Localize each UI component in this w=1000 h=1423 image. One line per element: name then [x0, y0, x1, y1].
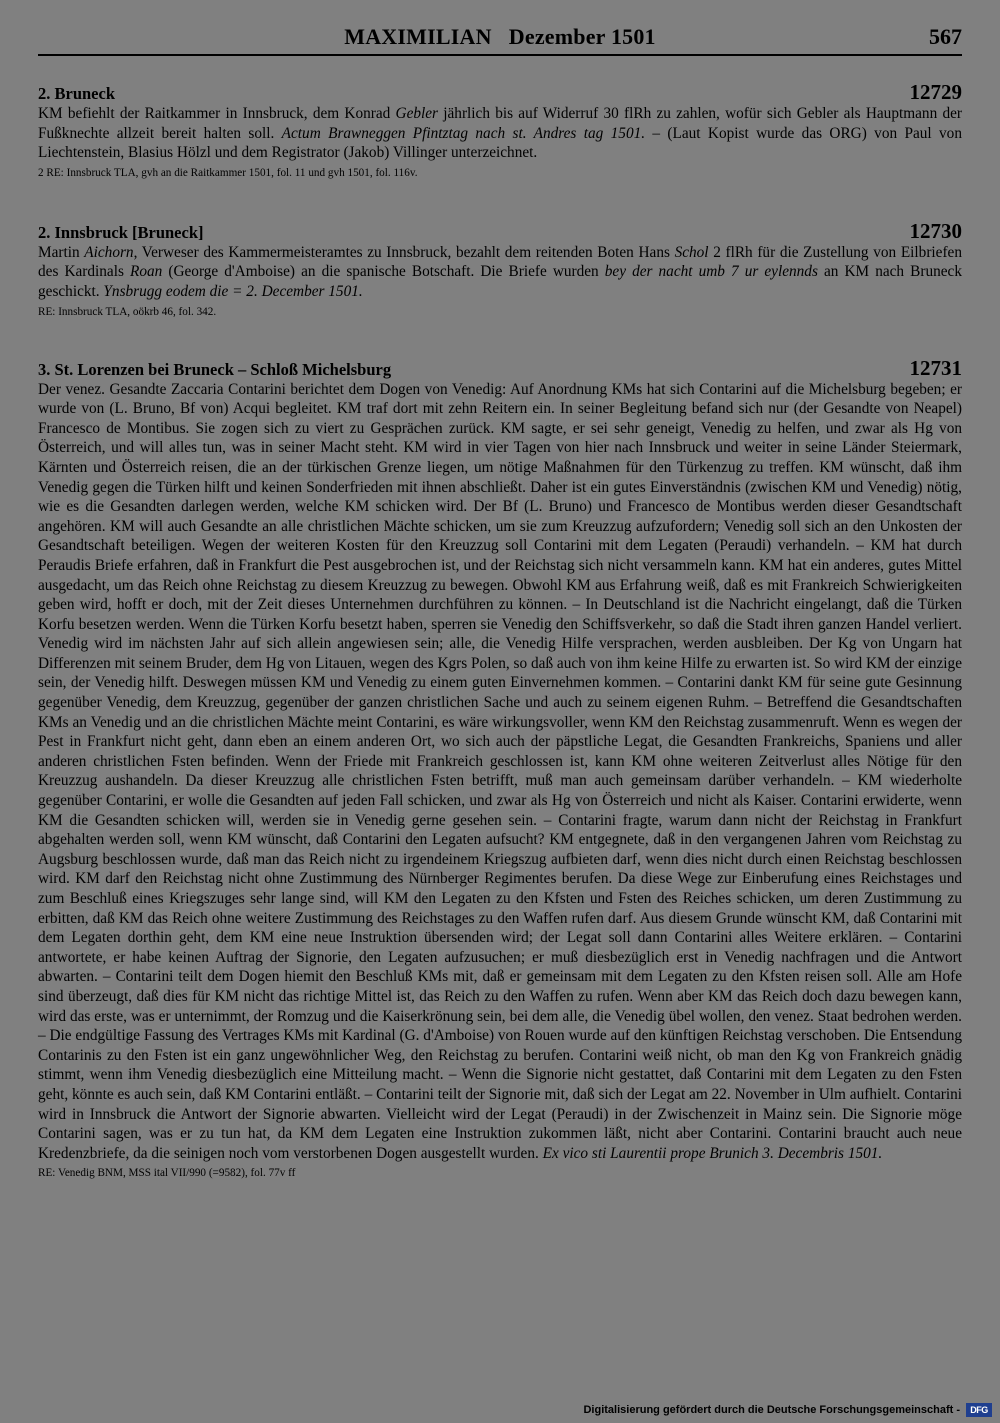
- running-head-title: MAXIMILIAN Dezember 1501: [344, 24, 656, 49]
- entry-text: Der venez. Gesandte Zaccaria Contarini berichtet dem Dogen von Venedig: Auf Anordnung KMs hat sich Contarini auf die Michelsburg begeben; er wurde von (L. Bruno, Bf von) Acqui begleitet. KM traf dort mit zehn Reitern ein. In seiner Begleitung befand sich nur (der Gesandte von Neapel) Francesco de Montibus. Sie zogen sich zu viert zu Gesprächen zurück. KM sagte, er sei sehr geneigt, Venedig zu helfen, und zwar als Hg von Österreich, und will alles tun, was in seiner Macht steht. KM wird in vier Tagen von hier nach Innsbruck und weiter in seine Länder Steiermark, Kärnten und Österreich reisen, die an der türkischen Grenze liegen, um nötige Maßnahmen für den Türkenzug zu treffen. KM wünscht, daß ihm Venedig gegen die Türken hilft und keinen Sonderfrieden mit ihnen abschließt. Daher ist ein gutes Einverständnis (zwischen KM und Venedig) nötig, wie es die Gesandten darlegen werden, welche KM schicken wird. Der Bf (L. Bruno) und Francesco de Montibus werden dieser Gesandtschaft angehören. KM will auch Gesandte an alle christlichen Mächte schicken, um sie zum Kreuzzug aufzufordern; Venedig soll sich an den Unkosten der Gesandtschaft beteiligen. Wegen der weiteren Kosten für den Kreuzzug soll Contarini mit dem Legaten (Peraudi) verhandeln. – KM hat durch Peraudis Briefe erfahren, daß in Frankfurt die Pest ausgebrochen ist, und der Reichstag sich nicht versammeln kann. KM hat ein anderes, gutes Mittel ausgedacht, um das Reich ohne Reichstag zu diesem Kreuzzug zu bewegen. Obwohl KM aus Erfahrung weiß, daß es mit Frankreich Schwierigkeiten geben wird, hofft er doch, mit der Zeit dieses Unternehmen durchführen zu können. – In Deutschland ist die Nachricht eingelangt, daß die Türken Korfu besetzen werden. Wenn die Türken Korfu besetzt haben, sperren sie Venedig den Schiffsverkehr, so daß die Stadt ihren ganzen Handel verliert. Venedig wird im nächsten Jahr auf sich allein angewiesen sein; alle, die Venedig Hilfe versprachen, werden ausbleiben. Der Kg von Ungarn hat Differenzen mit seinem Bruder, dem Hg von Litauen, wegen des Kgrs Polen, so daß auch von ihm keine Hilfe zu erwarten ist. So wird KM der einzige sein, der Venedig hilft. Deswegen müssen KM und Venedig zu einem guten Einvernehmen kommen. – Contarini dankt KM für seine gute Gesinnung gegenüber Venedig, dem Kreuzzug, gegenüber der ganzen christlichen Sache und auch zu seinem eigenen Ruhm. – Betreffend die Gesandtschaften KMs an Venedig und an die christlichen Mächte meint Contarini, es wäre wirkungsvoller, wenn KM den Reichstag zusammenruft. Wenn es wegen der Pest in Frankfurt nicht geht, dann eben an einem anderen Ort, wo sich auch der päpstliche Legat, die Gesandten Frankreichs, Spaniens und aller anderen christlichen Fsten befinden. Wenn der Friede mit Frankreich geschlossen ist, kann KM ohne weiteren Zeitverlust alles Nötige für den Kreuzzug aushandeln. Da dieser Kreuzzug alle christlichen Fsten betrifft, muß man auch gemeinsam darüber verhandeln. – KM wiederholte gegenüber Contarini, er wolle die Gesandten auf jeden Fall schicken, und zwar als Hg von Österreich und nicht als Kaiser. Contarini erwiderte, wenn KM die Gesandten schicken will, werden sie in Venedig gerne gesehen sein. – Contarini fragte, warum dann nicht der Reichstag in Frankfurt abgehalten werden soll, wenn KM wünscht, daß Contarini den Legaten aufsucht? KM entgegnete, daß in den vergangenen Jahren vom Reichstag zu Augsburg beschlossen wurde, daß man das Reich nicht zu irgendeinem Kriegszug aufbieten darf, wenn dies nicht durch einen Reichstag beschlossen wird. KM darf den Reichstag nicht ohne Zustimmung des Nürnberger Regimentes berufen. Da diese Wege zur Einberufung eines Reichstages und zum Beschluß eines Kriegszuges sehr lange sind, will KM den Legaten zu den Kfsten und Fsten des Reiches schicken, um deren Zustimmung zu erbitten, daß KM das Reich ohne weitere Zustimmung des Reichstages zu den Waffen rufen darf. Aus diesem Grunde wünscht KM, daß Contarini mit dem Legaten dorthin geht, dem KM eine neue Instruktion übersenden wird; der Legat soll dann Contarini alles Weitere erklären. – Contarini antwortete, er habe keinen Auftrag der Signorie, den Legaten aufzusuchen; er muß diesbezüglich erst in Venedig nachfragen und die Antwort abwarten. – Contarini teilt dem Dogen hiemit den Beschluß KMs mit, daß er gemeinsam mit dem Legaten zu den Kfsten reisen soll. Alle am Hofe sind überzeugt, daß dies für KM nicht das richtige Mittel ist, das Reich zu den Waffen zu rufen. Wenn aber KM das Reich doch dazu bewegen kann, wird das erste, was er unternimmt, der Romzug und die Kaiserkrönung sein, bei dem alle, die Venedig übel wollen, den venez. Staat bedrohen werden. – Die endgültige Fassung des Vertrages KMs mit Kardinal (G. d'Amboise) von Rouen wurde auf den künftigen Reichstag verschoben. Die Entsendung Contarinis zu den Fsten ist ein ganz ungewöhnlicher Weg, den Reichstag zu berufen. Contarini weiß nicht, ob man den Kg von Frankreich gnädig stimmt, wenn ihm Venedig diesbezüglich eine Mitteilung macht. – Wenn die Signorie nicht gestattet, daß Contarini mit dem Legaten zu den Fsten geht, könnte es auch sein, daß KM Contarini entläßt. – Contarini teilt der Signorie mit, daß sich der Legat am 22. November in Ulm aufhielt. Contarini wird in Innsbruck die Antwort der Signorie abwarten. Vielleicht wird der Legat (Peraudi) in der Zwischenzeit in Mainz sein. Die Signorie möge Contarini sagen, was er zu tun hat, da KM dem Legaten eine Instruktion zukommen läßt, nicht aber Contarini. Contarini braucht auch neue Kredenzbriefe, da die seinigen noch vom verstorbenen Dogen ausgestellt wurden. Ex vico sti Laurentii prope Brunich 3. Decembris 1501.: [38, 380, 962, 1162]
- digitization-credit: [583, 1403, 992, 1417]
- entry-text: KM befiehlt der Raitkammer in Innsbruck, dem Konrad Gebler jährlich bis auf Widerruf 30 flRh zu zahlen, wofür sich Gebler als Hauptmann der Fußknechte allzeit bereit halten soll. Actum Brawneggen Pfintztag nach st. Andres tag 1501. – (Laut Kopist wurde das ORG) von Paul von Liechtenstein, Blasius Hölzl und dem Registrator (Jakob) Villinger unterzeichnet.: [38, 105, 962, 162]
- regest-entry: [38, 355, 962, 1182]
- dfg-logo: DFG: [966, 1403, 992, 1417]
- entry-text: Martin Aichorn, Verweser des Kammermeisteramtes zu Innsbruck, bezahlt dem reitenden Boten Hans Schol 2 flRh für die Zustellung von Eilbriefen des Kardinals Roan (George d'Amboise) an die spanische Botschaft. Die Briefe wurden bey der nacht umb 7 ur eylennds an KM nach Bruneck geschickt. Ynsbrugg eodem die = 2. December 1501.: [38, 243, 962, 300]
- page-number: 567: [929, 24, 962, 49]
- entry-number: 12731: [909, 355, 962, 380]
- entry-number: 12730: [909, 218, 962, 243]
- entry-header: [38, 355, 962, 380]
- entry-heading: 2. Innsbruck [Bruneck]: [38, 222, 204, 242]
- document-page: [38, 22, 962, 1181]
- regest-entry: [38, 82, 962, 181]
- entry-source: RE: Innsbruck TLA, oökrb 46, fol. 342.: [38, 305, 217, 318]
- regest-entry: [38, 218, 962, 320]
- entry-source: 2 RE: Innsbruck TLA, gvh an die Raitkammer 1501, fol. 11 und gvh 1501, fol. 116v.: [38, 166, 418, 179]
- entry-heading: 2. Bruneck: [38, 84, 116, 103]
- entry-header: [38, 218, 962, 243]
- credit-text: Digitalisierung gefördert durch die Deutsche Forschungsgemeinschaft -: [583, 1404, 960, 1416]
- entry-number: 12729: [909, 80, 962, 104]
- entry-header: [38, 82, 962, 104]
- entry-heading: 3. St. Lorenzen bei Bruneck – Schloß Michelsburg: [38, 359, 392, 379]
- entry-source: RE: Venedig BNM, MSS ital VII/990 (=9582), fol. 77v ff: [38, 1167, 296, 1180]
- running-head: [38, 22, 962, 56]
